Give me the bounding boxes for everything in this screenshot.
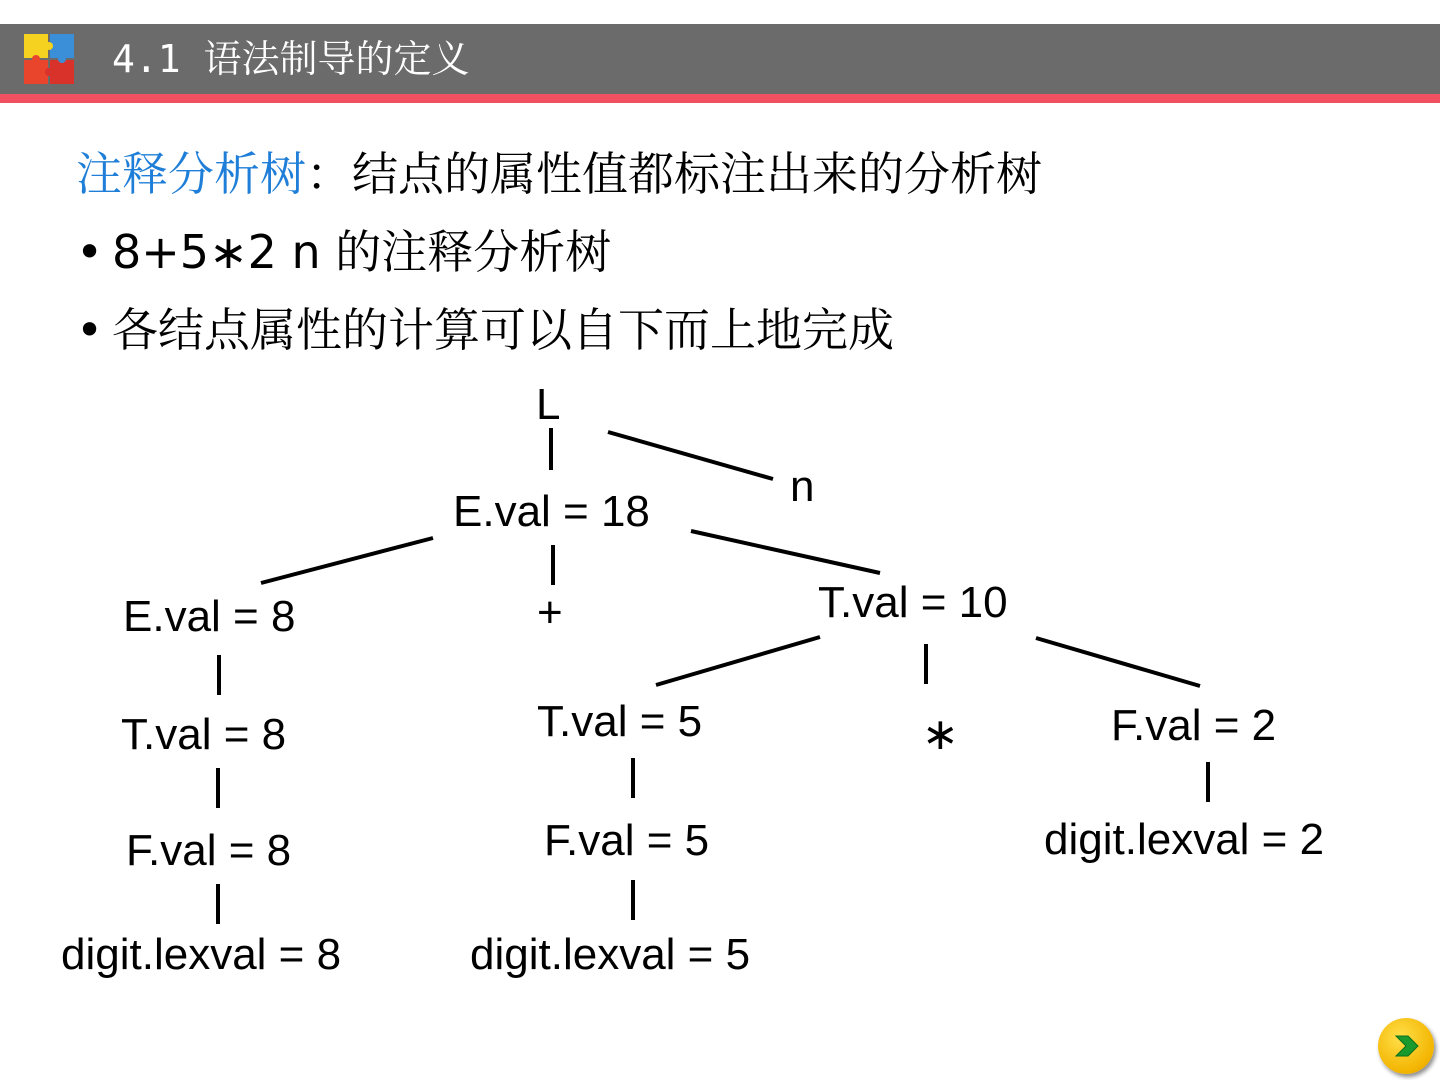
tree-node-T8: T.val = 8 bbox=[121, 710, 287, 759]
definition-text: ：结点的属性值都标注出来的分析树 bbox=[306, 147, 1042, 201]
next-slide-button[interactable] bbox=[1378, 1018, 1434, 1074]
tree-edge bbox=[608, 432, 773, 479]
tree-edge bbox=[261, 538, 433, 583]
tree-node-star: ∗ bbox=[922, 710, 959, 759]
tree-node-digit8: digit.lexval = 8 bbox=[61, 930, 342, 979]
chevron-right-icon bbox=[1392, 1032, 1420, 1060]
definition-term: 注释分析树 bbox=[76, 147, 306, 201]
bullet-dot: • bbox=[76, 303, 104, 357]
bullet-dot: • bbox=[76, 225, 104, 279]
tree-node-plus: + bbox=[537, 588, 563, 637]
bullet-text: 8+5∗2 n 的注释分析树 bbox=[112, 225, 612, 279]
tree-edge bbox=[1036, 638, 1200, 686]
tree-node-n: n bbox=[790, 462, 815, 511]
tree-node-digit2: digit.lexval = 2 bbox=[1044, 815, 1325, 864]
tree-node-L: L bbox=[536, 380, 561, 429]
slide-title: 4.1 语法制导的定义 bbox=[112, 37, 470, 81]
tree-node-digit5: digit.lexval = 5 bbox=[470, 930, 751, 979]
tree-node-F8: F.val = 8 bbox=[126, 826, 292, 875]
tree-node-T10: T.val = 10 bbox=[818, 578, 1008, 627]
tree-edge bbox=[691, 531, 880, 573]
tree-node-E18: E.val = 18 bbox=[453, 487, 650, 536]
tree-node-F5: F.val = 5 bbox=[544, 816, 710, 865]
tree-node-F2: F.val = 2 bbox=[1111, 701, 1277, 750]
tree-node-E8: E.val = 8 bbox=[123, 592, 296, 641]
tree-edge bbox=[656, 637, 820, 685]
tree-node-T5: T.val = 5 bbox=[537, 697, 703, 746]
bullet-text: 各结点属性的计算可以自下而上地完成 bbox=[112, 303, 894, 357]
